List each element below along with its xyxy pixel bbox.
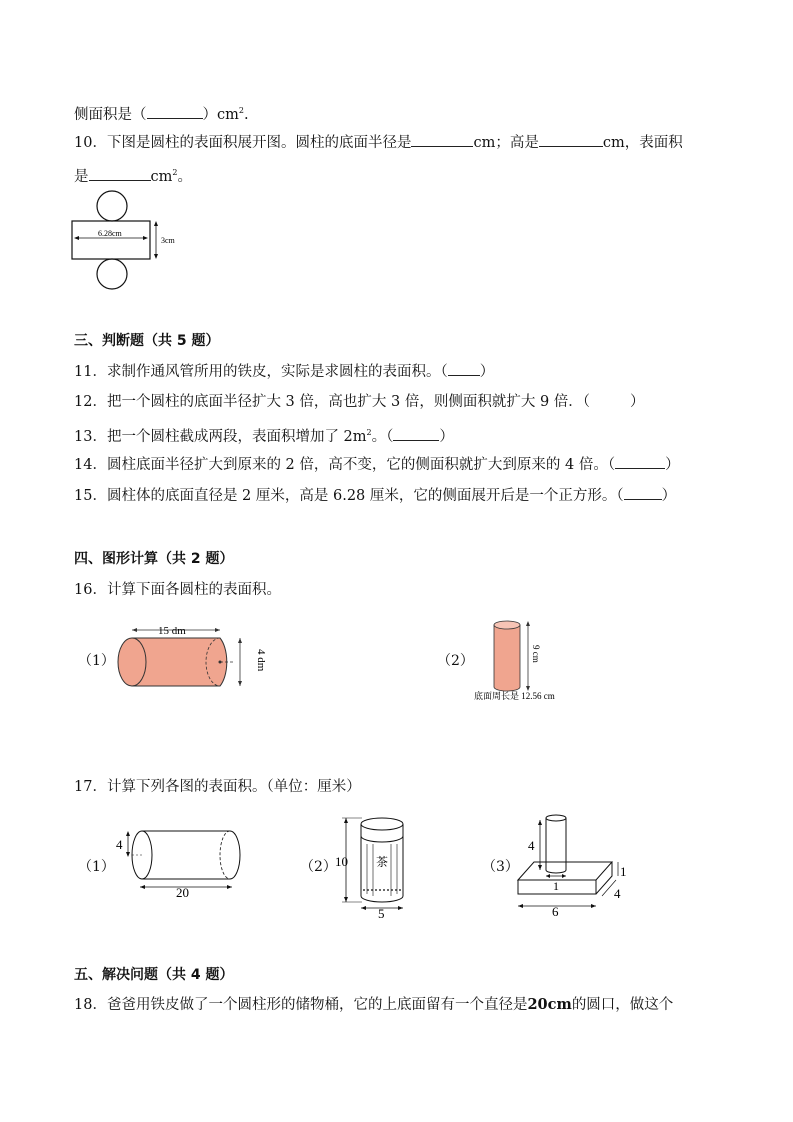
q15: 15．圆柱体的底面直径是 2 厘米，高是 6.28 厘米，它的侧面展开后是一个正方形。（ ）: [74, 485, 676, 506]
tea-char: 茶: [376, 855, 389, 869]
q17-fig1-label: （1）: [78, 859, 115, 875]
dim-cyl-d: 1: [553, 879, 559, 893]
bottom-circle: [97, 259, 127, 289]
q16-fig1-label: （1）: [78, 653, 115, 669]
q10-net-figure: [70, 190, 190, 290]
q16: 16．计算下面各圆柱的表面积。: [74, 582, 281, 598]
q12: 12．把一个圆柱的底面半径扩大 3 倍，高也扩大 3 倍，则侧面积就扩大 9 倍．（ ）: [74, 394, 645, 410]
q17-fig3-label: （3）: [482, 859, 519, 875]
section-3-title: 三、判断题（共 5 题）: [74, 333, 220, 349]
section-4-title: 四、图形计算（共 2 题）: [74, 551, 234, 567]
q13: 13．把一个圆柱截成两段，表面积增加了 $2m^2$。（ ）: [74, 423, 454, 447]
q9-tail: 侧面积是（ ）$cm^2$.: [74, 101, 249, 125]
answer-blank[interactable]: [615, 454, 665, 469]
answer-blank[interactable]: [411, 132, 473, 147]
answer-blank[interactable]: [393, 426, 439, 441]
height-label: 3cm: [161, 236, 175, 245]
dim-cyl-h: 4: [528, 838, 535, 853]
answer-blank[interactable]: [539, 132, 603, 147]
side-rectangle: [72, 221, 150, 259]
q17-fig3-composite: [510, 810, 640, 919]
dim-box-w: 4: [614, 886, 621, 901]
diameter-label: 4 dm: [255, 649, 267, 672]
dim-a: 10: [335, 854, 348, 869]
width-label: 6.28cm: [98, 229, 122, 238]
height-label: 9 cm: [531, 645, 541, 663]
q16-fig2-cylinder: [470, 615, 610, 705]
q17: 17．计算下列各图的表面积。（单位：厘米）: [74, 779, 361, 795]
length-label: 15 dm: [158, 625, 186, 637]
section-5-title: 五、解决问题（共 4 题）: [74, 967, 234, 983]
q17-fig2-label: （2）: [300, 859, 337, 875]
answer-blank[interactable]: [89, 166, 151, 181]
q16-fig1-cylinder: [112, 618, 272, 698]
top-circle: [97, 191, 127, 221]
caption: 底面周长是 12.56 cm: [474, 691, 555, 701]
q10-line1: 10．下图是圆柱的表面积展开图。圆柱的底面半径是 cm；高是 cm，表面积: [74, 132, 683, 153]
q14: 14．圆柱底面半径扩大到原来的 2 倍，高不变，它的侧面积就扩大到原来的 4 倍。（ ）: [74, 454, 680, 475]
q17-fig2-tea-can: [332, 810, 432, 921]
dim-box-l: 6: [552, 904, 559, 919]
answer-blank[interactable]: [448, 361, 480, 376]
q18: 18．爸爸用铁皮做了一个圆柱形的储物桶，它的上底面留有一个直径是20cm的圆口，做这个: [74, 996, 674, 1013]
dim-a: 4: [116, 837, 123, 852]
dim-b: 5: [378, 906, 385, 921]
q10-line2: 是 $cm^2$。: [74, 163, 192, 187]
q17-fig1-cylinder: [112, 825, 252, 900]
q16-fig2-label: （2）: [437, 653, 474, 669]
dim-b: 20: [176, 885, 189, 900]
dim-box-h: 1: [620, 864, 627, 879]
q11: 11．求制作通风管所用的铁皮，实际是求圆柱的表面积。（ ）: [74, 361, 494, 382]
answer-blank[interactable]: [147, 104, 203, 119]
answer-blank[interactable]: [624, 485, 662, 500]
